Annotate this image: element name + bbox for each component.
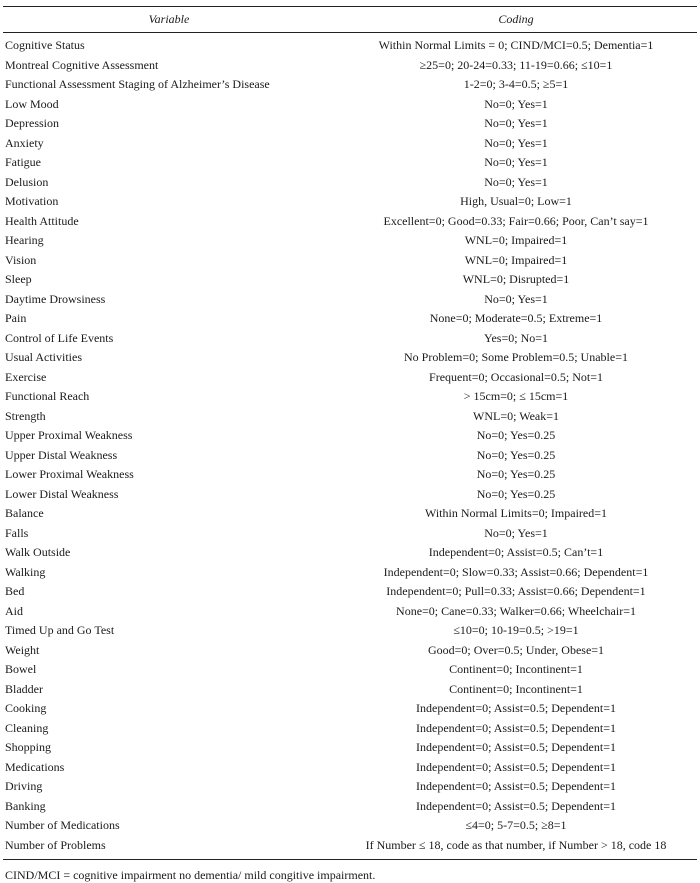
variable-cell: Vision <box>5 252 37 267</box>
table-row <box>3 134 697 154</box>
table-row <box>3 251 697 271</box>
variable-cell: Balance <box>5 506 44 520</box>
variable-cell: Medications <box>5 759 65 774</box>
coding-cell: Independent=0; Pull=0.33; Assist=0.66; Dependent=1 <box>386 584 646 598</box>
table-footnote: CIND/MCI = cognitive impairment no dementia/ mild congitive impairment. <box>5 868 376 882</box>
variable-cell: Anxiety <box>5 135 44 150</box>
variable-cell: Exercise <box>5 369 47 384</box>
coding-cell: No=0; Yes=1 <box>484 155 548 169</box>
coding-cell: No=0; Yes=0.25 <box>476 486 556 501</box>
variable-cell: Lower Proximal Weakness <box>5 467 134 481</box>
table-row <box>3 758 697 778</box>
variable-cell: Driving <box>5 779 43 793</box>
coding-cell: Excellent=0; Good=0.33; Fair=0.66; Poor, Can’t say=1 <box>383 213 649 228</box>
variable-cell: Bladder <box>5 681 43 696</box>
variable-cell: Motivation <box>5 194 59 208</box>
coding-cell: Independent=0; Assist=0.5; Can’t=1 <box>428 545 604 559</box>
variable-cell: Upper Proximal Weakness <box>5 428 133 442</box>
table-row <box>3 95 697 115</box>
table-row <box>3 719 697 739</box>
table-row <box>3 426 697 446</box>
table-row <box>3 212 697 232</box>
coding-cell: No=0; Yes=1 <box>484 96 548 111</box>
variable-cell: Strength <box>5 408 46 423</box>
variable-cell: Low Mood <box>5 96 59 111</box>
variable-cell: Walk Outside <box>5 545 71 559</box>
table-row <box>3 192 697 212</box>
table-row <box>3 407 697 427</box>
coding-cell: No=0; Yes=1 <box>484 135 548 150</box>
coding-cell: Independent=0; Slow=0.33; Assist=0.66; Dependent=1 <box>383 564 649 579</box>
table-row <box>3 309 697 329</box>
coding-cell: No Problem=0; Some Problem=0.5; Unable=1 <box>404 350 628 364</box>
variable-cell: Number of Medications <box>5 818 120 832</box>
variable-cell: Number of Problems <box>5 837 106 852</box>
variable-cell: Daytime Drowsiness <box>5 291 106 306</box>
table-row <box>3 290 697 310</box>
table-row <box>3 524 697 544</box>
coding-cell: No=0; Yes=1 <box>484 525 548 540</box>
coding-cell: No=0; Yes=1 <box>484 116 548 130</box>
table-row <box>3 504 697 524</box>
table-row <box>3 75 697 95</box>
table-row <box>3 173 697 193</box>
variable-cell: Shopping <box>5 740 52 754</box>
table-row <box>3 680 697 700</box>
table-header <box>3 7 697 33</box>
variable-cell: Banking <box>5 798 46 813</box>
variable-cell: Lower Distal Weakness <box>5 486 119 501</box>
coding-cell: Continent=0; Incontinent=1 <box>449 662 583 676</box>
coding-cell: No=0; Yes=1 <box>484 174 548 189</box>
variable-cell: Bed <box>5 584 25 598</box>
header-variable: Variable <box>148 12 190 26</box>
variable-cell: Aid <box>5 603 23 618</box>
table-row <box>3 543 697 563</box>
header-coding: Coding <box>498 12 534 26</box>
coding-cell: 1-2=0; 3-4=0.5; ≥5=1 <box>463 77 569 91</box>
table-row <box>3 485 697 505</box>
table-row <box>3 348 697 368</box>
variable-cell: Cooking <box>5 701 47 715</box>
coding-cell: None=0; Cane=0.33; Walker=0.66; Wheelchair=1 <box>396 603 636 618</box>
variable-cell: Cleaning <box>5 720 49 735</box>
variable-cell: Control of Life Events <box>5 330 114 345</box>
table-row <box>3 777 697 797</box>
variable-cell: Pain <box>5 311 27 325</box>
table-row <box>3 153 697 173</box>
variable-cell: Bowel <box>5 662 37 676</box>
table-row <box>3 602 697 622</box>
table-row <box>3 329 697 349</box>
variable-cell: Sleep <box>5 272 32 286</box>
table-row <box>3 56 697 76</box>
coding-cell: Independent=0; Assist=0.5; Dependent=1 <box>416 701 616 715</box>
table-row <box>3 699 697 719</box>
coding-cell: High, Usual=0; Low=1 <box>460 194 572 208</box>
coding-cell: Independent=0; Assist=0.5; Dependent=1 <box>416 740 616 754</box>
variable-cell: Timed Up and Go Test <box>5 623 115 637</box>
variable-cell: Falls <box>5 525 29 540</box>
variable-cell: Functional Assessment Staging of Alzheimer’s Disease <box>5 77 270 91</box>
table-row <box>3 797 697 817</box>
coding-cell: WNL=0; Weak=1 <box>473 408 559 423</box>
table-row <box>3 816 697 836</box>
variable-cell: Montreal Cognitive Assessment <box>5 57 159 72</box>
coding-cell: None=0; Moderate=0.5; Extreme=1 <box>429 311 603 325</box>
coding-table-container <box>3 0 697 883</box>
table-row <box>3 231 697 251</box>
variable-cell: Weight <box>5 642 40 657</box>
variable-cell: Walking <box>5 564 46 579</box>
table-row <box>3 641 697 661</box>
coding-cell: ≥25=0; 20-24=0.33; 11-19=0.66; ≤10=1 <box>419 57 613 72</box>
variable-cell: Functional Reach <box>5 389 90 403</box>
coding-cell: If Number ≤ 18, code as that number, if Number > 18, code 18 <box>365 837 667 852</box>
table-row <box>3 446 697 466</box>
variable-cell: Fatigue <box>5 155 41 169</box>
table-body <box>3 33 697 860</box>
table-row <box>3 114 697 134</box>
header-row <box>3 7 697 33</box>
variable-cell: Health Attitude <box>5 213 79 228</box>
variable-cell: Delusion <box>5 174 49 189</box>
coding-cell: No=0; Yes=0.25 <box>476 447 556 462</box>
variable-cell: Depression <box>5 116 59 130</box>
table-row <box>3 563 697 583</box>
coding-cell: Independent=0; Assist=0.5; Dependent=1 <box>416 798 616 813</box>
coding-cell: WNL=0; Disrupted=1 <box>462 272 570 286</box>
table-row <box>3 387 697 407</box>
coding-cell: Within Normal Limits=0; Impaired=1 <box>424 506 608 520</box>
coding-cell: Independent=0; Assist=0.5; Dependent=1 <box>416 759 616 774</box>
coding-cell: No=0; Yes=0.25 <box>476 467 556 481</box>
coding-cell: No=0; Yes=1 <box>484 291 548 306</box>
table-row <box>3 270 697 290</box>
coding-cell: Within Normal Limits = 0; CIND/MCI=0.5; Dementia=1 <box>378 38 654 52</box>
table-row <box>3 621 697 641</box>
coding-cell: Frequent=0; Occasional=0.5; Not=1 <box>429 369 603 384</box>
variable-cell: Upper Distal Weakness <box>5 447 118 462</box>
coding-cell: Independent=0; Assist=0.5; Dependent=1 <box>416 720 616 735</box>
table-row <box>3 465 697 485</box>
coding-cell: WNL=0; Impaired=1 <box>464 233 568 247</box>
table-row <box>3 660 697 680</box>
table-row <box>3 582 697 602</box>
table-row <box>3 368 697 388</box>
coding-cell: Continent=0; Incontinent=1 <box>449 681 583 696</box>
table-row <box>3 836 697 860</box>
coding-cell: Good=0; Over=0.5; Under, Obese=1 <box>427 642 605 657</box>
coding-cell: > 15cm=0; ≤ 15cm=1 <box>463 389 569 403</box>
coding-cell: WNL=0; Impaired=1 <box>464 252 568 267</box>
table-row <box>3 738 697 758</box>
coding-cell: ≤10=0; 10-19=0.5; >19=1 <box>453 623 579 637</box>
variable-coding-table <box>3 6 697 860</box>
coding-cell: Yes=0; No=1 <box>484 330 548 345</box>
variable-cell: Cognitive Status <box>5 38 85 52</box>
coding-cell: Independent=0; Assist=0.5; Dependent=1 <box>416 779 616 793</box>
variable-cell: Hearing <box>5 233 44 247</box>
coding-cell: No=0; Yes=0.25 <box>476 428 556 442</box>
variable-cell: Usual Activities <box>5 350 82 364</box>
table-row <box>3 33 697 56</box>
coding-cell: ≤4=0; 5-7=0.5; ≥8=1 <box>465 818 567 832</box>
